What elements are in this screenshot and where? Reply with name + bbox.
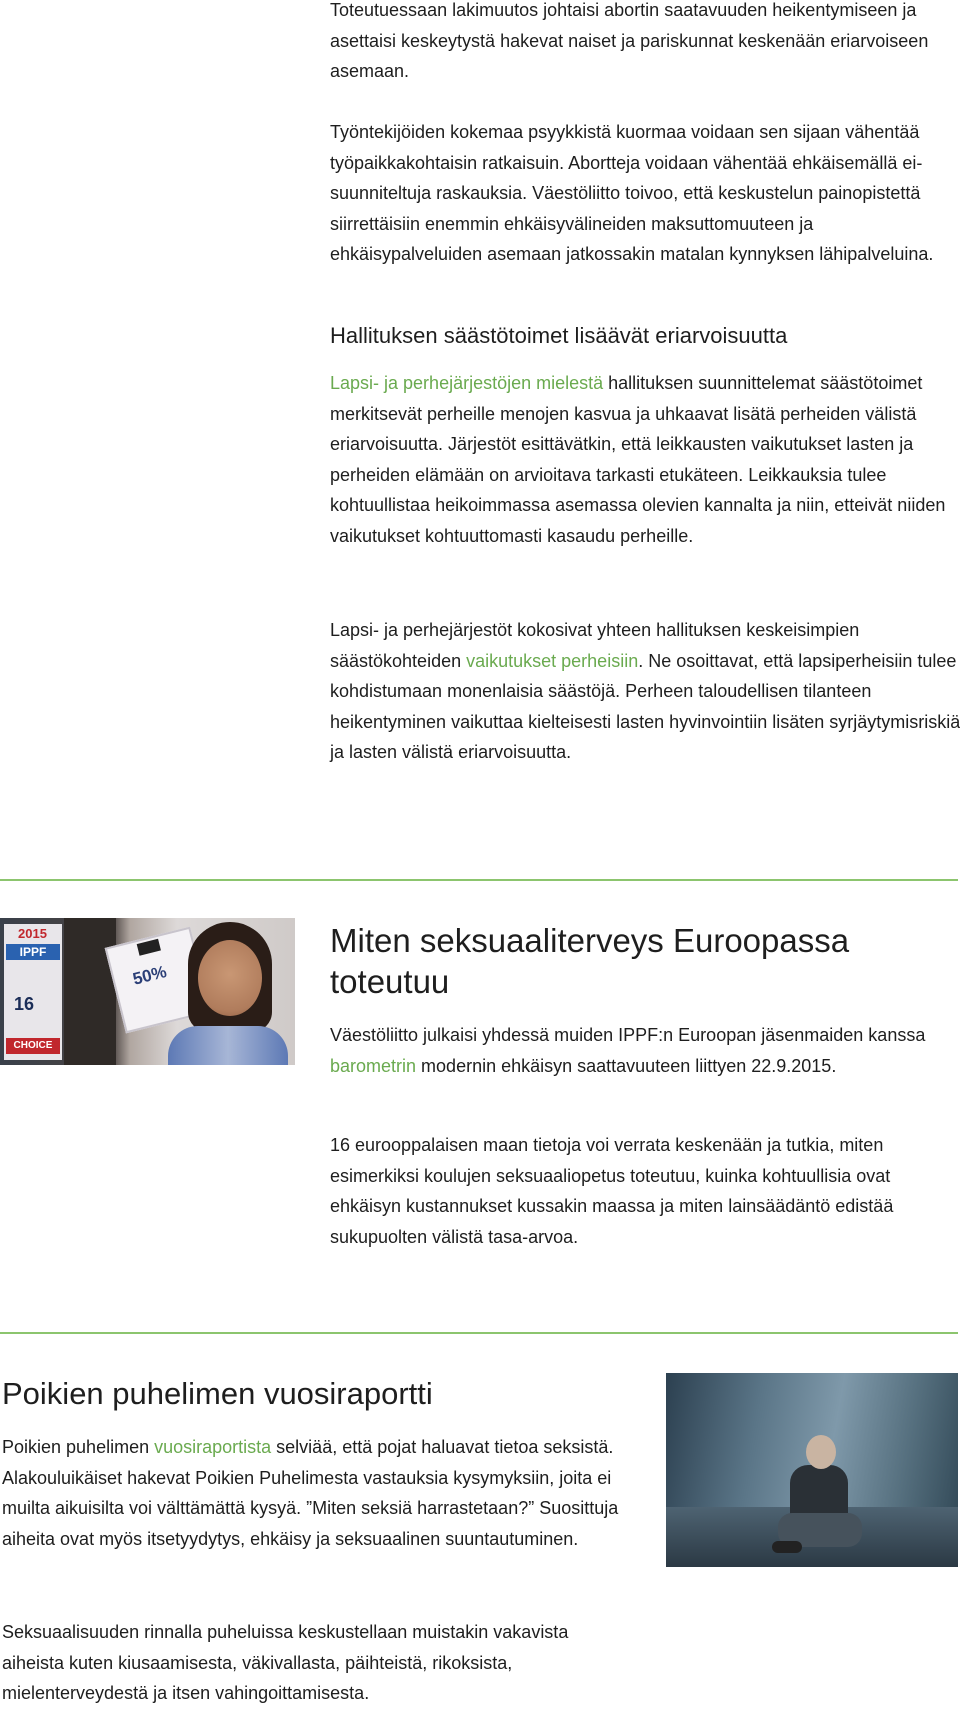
boy-by-wall-image[interactable] [666, 1373, 958, 1567]
link-annual-report[interactable]: vuosiraportista [154, 1437, 272, 1457]
poster-choice: CHOICE [6, 1038, 60, 1054]
section-divider [0, 879, 958, 881]
poster-year: 2015 [18, 926, 47, 941]
paragraph-savings-2 [330, 615, 960, 768]
paragraph-countries: 16 eurooppalaisen maan tietoja voi verrata keskenään ja tutkia, miten esimerkiksi koulujen seksuaaliopetus toteutuu, kuinka kohtuullisia ovat ehkäisyn kustannukset kussakin maassa ja miten lainsäädäntö edistää sukupuolten välistä tasa-arvoa. [330, 1135, 894, 1247]
paragraph-text: modernin ehkäisyn saattavuuteen liittyen 22.9.2015. [416, 1055, 837, 1076]
paragraph-text: Lapsi- ja perhejärjestöt kokosivat yhteen hallituksen keskeisimpien säästökohteiden [330, 620, 860, 671]
paragraph-barometer [330, 1020, 960, 1081]
link-child-family-orgs[interactable]: Lapsi- ja perhejärjestöjen mielestä [330, 373, 604, 393]
section-divider [0, 1332, 958, 1334]
link-family-impacts[interactable]: vaikutukset perheisiin [466, 650, 639, 671]
barometer-image[interactable] [0, 918, 295, 1065]
graduation-cap-icon [137, 939, 161, 956]
dark-background [64, 918, 116, 1065]
paragraph-text: Poikien puhelimen [2, 1437, 155, 1457]
paragraph-text: . Ne osoittavat, että lapsiperheisiin tulee kohdistumaan monenlaisia säästöjä. Perheen taloudellisen tilanteen heikentyminen vaikuttaa kielteisesti lasten hyvinvointiin lisäten syrjäytymisriskiä ja lasten välistä eriarvoisuutta. [330, 650, 960, 762]
paragraph-savings-1 [330, 368, 960, 551]
poster-number: 16 [14, 994, 35, 1014]
paragraph-text: hallituksen suunnittelemat säästötoimet merkitsevät perheille menojen kasvua ja uhkaavat lisätä perheiden välistä eriarvoisuutta. Järjestöt esittävätkin, että leikkausten vaikutukset lasten ja perheiden elämään on arvioitava tarkasti etukäteen. Leikkauksia tulee kohtuullistaa heikoimmassa asemassa olevien kannalta ja niin, etteivät niiden vaikutukset kohtuuttomasti kasaudu perheille. [330, 373, 946, 546]
paragraph-boys-phone-1 [2, 1432, 627, 1554]
girl-face [198, 940, 262, 1016]
paragraph-abortion-law: Toteutuessaan lakimuutos johtaisi abortin saatavuuden heikentymiseen ja asettaisi keskeytystä hakevat naiset ja pariskunnat keskenään eriarvoiseen asemaan. [330, 0, 929, 81]
link-barometer[interactable]: barometrin [330, 1055, 417, 1076]
placard-percent: 50% [130, 962, 169, 989]
paragraph-text: selviää, että pojat haluavat tietoa seksistä. Alakouluikäiset hakevat Poikien Puhelimesta vastauksia kysymyksiin, joita ei muilta aikuisilta voi välttämättä kysyä. ”Miten seksiä harrastetaan?” Suosittuja aiheita ovat myös itsetyydytys, ehkäisy ja seksuaalinen suuntautuminen. [2, 1437, 619, 1549]
paragraph-boys-phone-2: Seksuaalisuuden rinnalla puheluissa keskustellaan muistakin vakavista aiheista kuten kiusaamisesta, väkivallasta, päihteistä, rikoksista, mielenterveydestä ja itsen vahingoittamisesta. [2, 1622, 569, 1703]
ippf-logo: IPPF [6, 944, 60, 960]
boy-head [806, 1435, 836, 1469]
paragraph-text: Väestöliitto julkaisi yhdessä muiden IPPF:n Euroopan jäsenmaiden kanssa [330, 1025, 926, 1045]
paragraph-workload: Työntekijöiden kokemaa psyykkistä kuormaa voidaan sen sijaan vähentää työpaikkakohtaisin ratkaisuin. Abortteja voidaan vähentää ehkäisemällä ei-suunniteltuja raskauksia. Väestöliitto toivoo, että keskustelun painopistettä siirrettäisiin enemmin ehkäisyvälineiden maksuttomuuteen ja ehkäisypalveluiden asemaan jatkossakin matalan kynnyksen lähipalveluina. [330, 122, 934, 264]
heading-sexual-health-europe: Miten seksuaaliterveys Euroopassa toteutuu [330, 922, 850, 1000]
heading-boys-phone-report: Poikien puhelimen vuosiraportti [2, 1376, 433, 1411]
boy-shoe [772, 1541, 802, 1553]
girl-shirt [168, 1026, 288, 1065]
poster [4, 924, 62, 1060]
heading-savings: Hallituksen säästötoimet lisäävät eriarvoisuutta [330, 323, 788, 348]
